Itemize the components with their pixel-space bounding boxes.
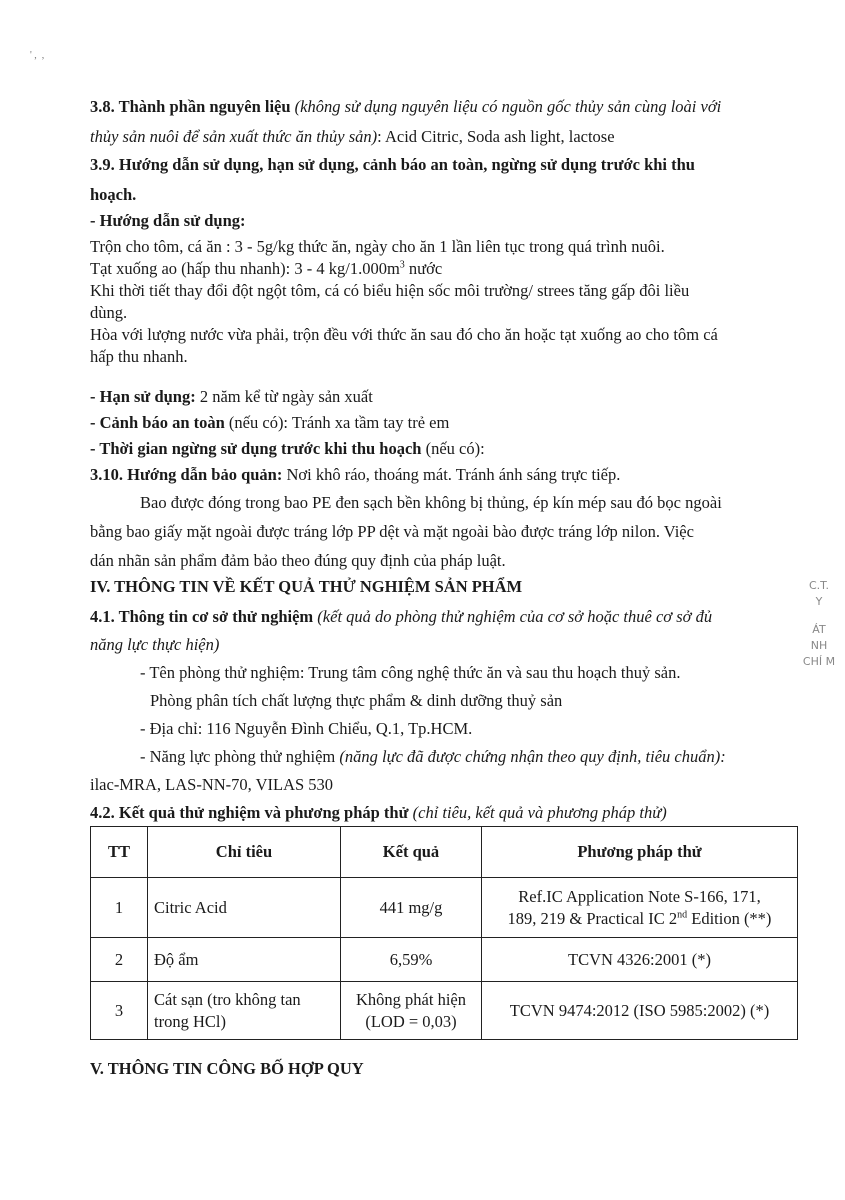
- usage-line-3-cont: dùng.: [90, 303, 128, 322]
- withdrawal-label: - Thời gian ngừng sử dụng trước khi thu hoạch: [90, 439, 422, 458]
- lab-name-line-1: - Tên phòng thử nghiệm: Trung tâm công nghệ thức ăn và sau thu hoạch thuỷ sản.: [140, 663, 681, 682]
- safety-warning-value: (nếu có): Tránh xa tầm tay trẻ em: [224, 413, 450, 432]
- header-method: Phương pháp thử: [482, 827, 798, 878]
- usage-line-4: Hòa với lượng nước vừa phải, trộn đều với thức ăn sau đó cho ăn hoặc tạt xuống ao cho tôm cá: [90, 325, 718, 344]
- usage-line-4-cont: hấp thu nhanh.: [90, 347, 188, 366]
- cell-criterion: Độ ẩm: [148, 938, 341, 982]
- withdrawal-value: (nếu có):: [421, 439, 485, 458]
- scan-marks: ' , ,: [30, 50, 45, 61]
- usage-line-2-tail: nước: [404, 259, 443, 278]
- safety-warning-line: [90, 412, 449, 434]
- usage-line-1: Trộn cho tôm, cá ăn : 3 - 5g/kg thức ăn, ngày cho ăn 1 lần liên tục trong quá trình nuôi.: [90, 237, 665, 256]
- section-4-1-note-cont: năng lực thực hiện): [90, 635, 220, 654]
- header-criterion: Chỉ tiêu: [148, 827, 341, 878]
- cell-method: TCVN 4326:2001 (*): [482, 938, 798, 982]
- cell-method-line-2-text: 189, 219 & Practical IC 2: [507, 908, 678, 928]
- section-3-8-heading: 3.8. Thành phần nguyên liệu: [90, 97, 291, 116]
- section-3-8-line-2: [90, 126, 615, 148]
- section-iv-heading: IV. THÔNG TIN VỀ KẾT QUẢ THỬ NGHIỆM SẢN PHẨM: [90, 577, 523, 596]
- usage-line-2-sup: 3: [399, 259, 405, 271]
- stamp-text: C.T.: [808, 579, 830, 592]
- section-3-10-heading: 3.10. Hướng dẫn bảo quản:: [90, 465, 283, 484]
- lab-name-line-2: Phòng phân tích chất lượng thực phẩm & dinh dưỡng thuỷ sản: [150, 691, 563, 710]
- stamp-text: NH: [810, 639, 828, 652]
- ingredients-text: : Acid Citric, Soda ash light, lactose: [377, 127, 615, 146]
- header-tt: TT: [91, 827, 148, 878]
- cell-result: [341, 982, 482, 1040]
- section-4-1-line: [90, 606, 712, 628]
- section-3-8-note-cont: thủy sản nuôi để sản xuất thức ăn thủy sản): [90, 127, 378, 146]
- table-row: [91, 878, 798, 938]
- stamp-text: CHÍ M: [802, 655, 836, 668]
- cell-result-line-2: (LOD = 0,03): [365, 1011, 457, 1031]
- usage-line-2: [90, 258, 442, 280]
- cell-result: 441 mg/g: [341, 878, 482, 938]
- results-table: [90, 826, 798, 1040]
- safety-warning-label: - Cảnh báo an toàn: [90, 413, 225, 432]
- cell-method: [482, 878, 798, 938]
- cell-tt: 3: [91, 982, 148, 1040]
- cell-result-line-1: Không phát hiện: [356, 989, 466, 1009]
- section-4-2-heading: 4.2. Kết quả thử nghiệm và phương pháp thử: [90, 803, 409, 822]
- cell-tt: 2: [91, 938, 148, 982]
- cell-method-line-2: [488, 908, 791, 930]
- section-3-9-heading-cont: hoạch.: [90, 185, 137, 204]
- cell-criterion-line-1: Cát sạn (tro không tan: [154, 989, 301, 1009]
- withdrawal-line: [90, 438, 485, 460]
- cell-method-line-1: Ref.IC Application Note S-166, 171,: [518, 886, 761, 906]
- usage-line-2-text: Tạt xuống ao (hấp thu nhanh): 3 - 4 kg/1.000m: [90, 259, 400, 278]
- section-4-1-heading: 4.1. Thông tin cơ sở thử nghiệm: [90, 607, 314, 626]
- cell-method-sup: nd: [677, 909, 688, 920]
- section-4-2-line: [90, 802, 667, 824]
- section-3-9-heading: 3.9. Hướng dẫn sử dụng, hạn sử dụng, cảnh báo an toàn, ngừng sử dụng trước khi thu: [90, 155, 695, 174]
- lab-capacity-note: (năng lực đã được chứng nhận theo quy định, tiêu chuẩn):: [335, 747, 726, 766]
- packaging-para-3: dán nhãn sản phẩm đảm bảo theo đúng quy định của pháp luật.: [90, 551, 506, 570]
- lab-capacity-value: ilac-MRA, LAS-NN-70, VILAS 530: [90, 775, 334, 794]
- cell-criterion-line-2: trong HCl): [154, 1011, 226, 1031]
- section-3-8-line-1: [90, 96, 721, 118]
- table-row: [91, 938, 798, 982]
- section-3-8-note: (không sử dụng nguyên liệu có nguồn gốc thủy sản cùng loài với: [294, 97, 722, 116]
- lab-capacity-label: - Năng lực phòng thử nghiệm: [140, 747, 336, 766]
- packaging-para-1: Bao được đóng trong bao PE đen sạch bền không bị thủng, ép kín mép sau đó bọc ngoài: [140, 493, 722, 512]
- cell-method-line-2-tail: Edition (**): [687, 908, 772, 928]
- header-result: Kết quả: [341, 827, 482, 878]
- cell-method: TCVN 9474:2012 (ISO 5985:2002) (*): [482, 982, 798, 1040]
- cell-result: 6,59%: [341, 938, 482, 982]
- section-v-heading: V. THÔNG TIN CÔNG BỐ HỢP QUY: [90, 1059, 364, 1078]
- section-4-1-note: (kết quả do phòng thử nghiệm của cơ sở hoặc thuê cơ sở đủ: [313, 607, 713, 626]
- official-stamp-fragment: [797, 578, 841, 718]
- cell-criterion: [148, 982, 341, 1040]
- storage-value: Nơi khô ráo, thoáng mát. Tránh ánh sáng trực tiếp.: [282, 465, 621, 484]
- table-row: [91, 982, 798, 1040]
- stamp-text: ÁT: [812, 623, 826, 636]
- shelf-life-label: - Hạn sử dụng:: [90, 387, 196, 406]
- section-3-10-line: [90, 464, 620, 486]
- shelf-life-value: 2 năm kể từ ngày sản xuất: [195, 387, 373, 406]
- lab-capacity-line: [140, 746, 726, 768]
- usage-line-3: Khi thời tiết thay đổi đột ngột tôm, cá có biểu hiện sốc môi trường/ strees tăng gấp đôi liều: [90, 281, 690, 300]
- table-header-row: [91, 827, 798, 878]
- stamp-text: Y: [815, 595, 823, 608]
- shelf-life-line: [90, 386, 373, 408]
- section-4-2-note: (chỉ tiêu, kết quả và phương pháp thử): [408, 803, 667, 822]
- lab-address: - Địa chỉ: 116 Nguyễn Đình Chiểu, Q.1, Tp.HCM.: [140, 719, 473, 738]
- usage-label: - Hướng dẫn sử dụng:: [90, 211, 246, 230]
- cell-criterion: Citric Acid: [148, 878, 341, 938]
- cell-tt: 1: [91, 878, 148, 938]
- packaging-para-2: bằng bao giấy mặt ngoài được tráng lớp PP dệt và mặt ngoài bào được tráng lớp nilon. Việc: [90, 522, 694, 541]
